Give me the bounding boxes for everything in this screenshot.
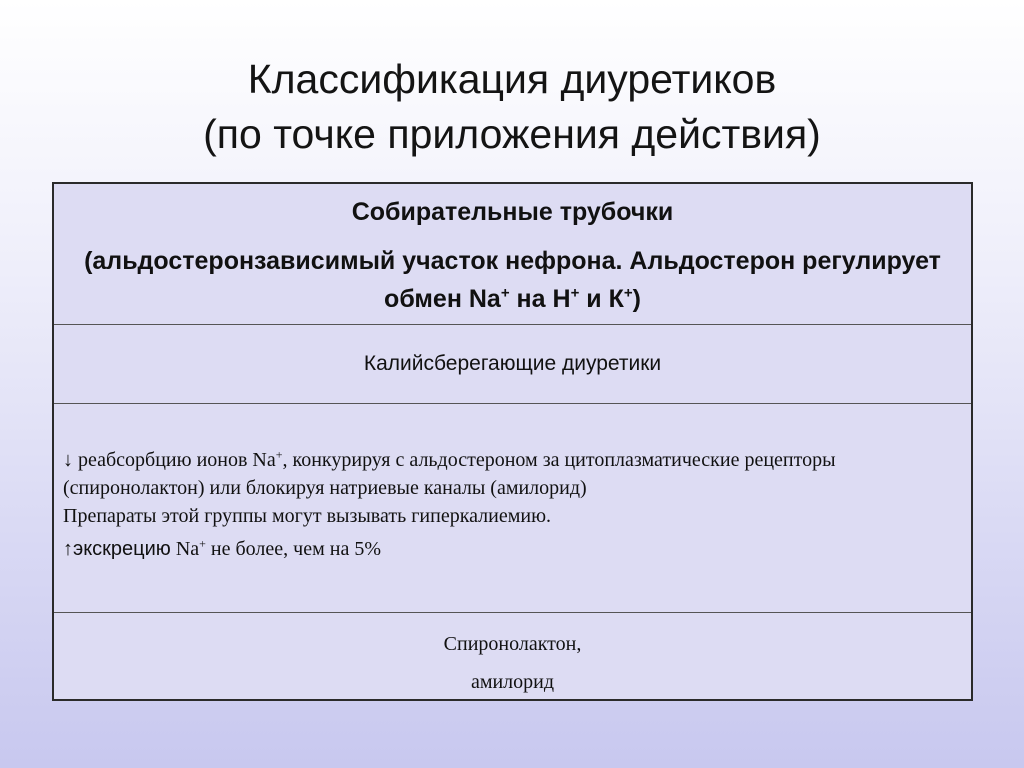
down-arrow-icon: ↓ [63,449,73,471]
drug-item: Спиронолактон, [443,633,582,655]
description-line3-b: не более, чем на 5% [205,538,381,560]
description-line3-word: экскрецию [73,538,171,560]
table-description-row [54,404,971,613]
description-line1 [63,446,953,502]
table-drugs-row [54,613,971,699]
sup-plus: + [500,284,510,302]
description-line1-b: , конкурируя с альдостероном за цитоплазматические рецепторы (спиронолактон) или блокируя натриевые каналы (амилорид) [63,449,836,499]
sup-plus: + [199,536,206,551]
slide-title-line1: Классификация диуретиков [247,56,777,102]
header-subtitle [74,242,951,318]
description-line1-a: реабсорбцию ионов Na [73,449,276,471]
header-subtitle-part1: (альдостеронзависимый участок нефрона. Альдостерон регулирует обмен Na [84,247,941,313]
slide-title [0,52,1024,162]
header-title: Собирательные трубочки [351,198,674,226]
diuretic-type-label: Калийсберегающие диуретики [363,352,662,375]
drug-item: амилорид [470,671,555,693]
mechanism-description [63,446,953,563]
sup-plus: + [275,447,283,462]
sup-plus: + [623,284,633,302]
header-subtitle-part2: на Н [509,285,571,313]
description-line2: Препараты этой группы могут вызывать гиперкалиемию. [63,505,552,527]
description-line3 [63,535,953,563]
table-header-row [54,184,971,325]
drug-list [54,625,971,701]
sup-plus: + [570,284,580,302]
header-subtitle-part3: и К [579,285,624,313]
description-line3-a: Na [170,538,200,560]
table-type-row [54,325,971,404]
slide-title-line2: (по точке приложения действия) [203,111,821,157]
up-arrow-icon: ↑ [63,538,73,560]
classification-table [52,182,973,701]
header-subtitle-close: ) [632,285,641,313]
